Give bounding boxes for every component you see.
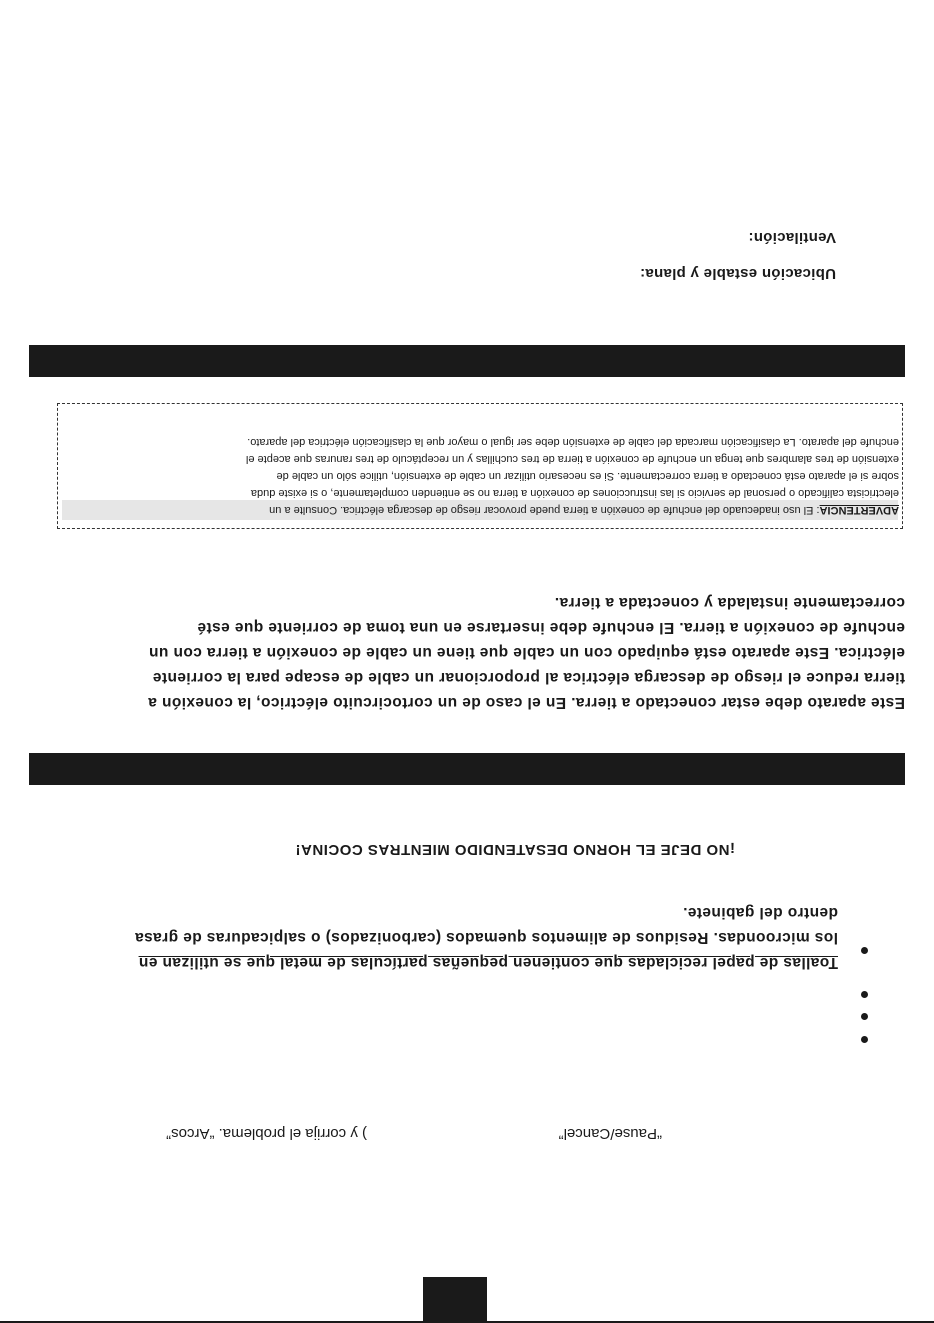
bullet-dot (861, 947, 868, 954)
bullet-dot (861, 1036, 868, 1043)
bullet-item-paper-towels (135, 900, 838, 975)
arcing-correct-text: ) y corrija el problema. “Arcos” (166, 1125, 367, 1142)
grounding-line: eléctrica. Este aparato está equipado con un cable que tiene un cable de conexión a tierra con un (148, 644, 905, 661)
bullet-line: dentro del gabinete. (682, 904, 838, 921)
warning-label: ADVERTENCIA (819, 504, 899, 516)
bullet-dot (861, 1013, 868, 1020)
grounding-line: correctamente instalada y conectada a tierra. (554, 594, 905, 611)
pause-cancel-text: “Pause/Cancel” (558, 1125, 662, 1142)
warning-line: electricista calificado o personal de servicio si las instrucciones de conexión a tierra no se entienden completamente, o si existe duda (250, 487, 899, 499)
bullet-line: Toallas de papel recicladas que contienen pequeñas partículas de metal que se utilizan en (138, 954, 838, 971)
warning-line: : El uso inadecuado del enchufe de conexión a tierra puede provocar riesgo de descarga eléctrica. Consulte a un (269, 504, 820, 516)
stable-surface-heading: Ubicación estable y plana: (639, 265, 836, 282)
ventilation-heading: Ventilación: (748, 229, 836, 246)
section-bar-installation (29, 345, 905, 377)
grounding-line: enchufe de conexión a tierra. El enchufe debe insertarse en una toma de corriente que esté (197, 619, 905, 636)
grounding-line: tierra reduce el riesgo de descarga eléctrica al proporcionar un cable de escape para la corriente (152, 669, 905, 686)
bullet-line: los microondas. Residuos de alimentos quemados (carbonizados) o salpicaduras de grasa (134, 929, 838, 946)
grounding-paragraph (148, 590, 905, 715)
warning-line: enchufe del aparato. La clasificación marcada del cable de extensión debe ser igual o mayor que la clasificación eléctrica del aparato. (247, 436, 899, 448)
grounding-warning-box (57, 403, 903, 529)
grounding-line: Este aparato debe estar conectado a tierra. En el caso de un cortocircuito eléctrico, la conexión a (147, 694, 905, 711)
page-number-tab (423, 1277, 487, 1323)
section-bar-arcing (29, 753, 905, 785)
warning-line: extensión de tres alambres que tenga un enchufe de conexión a tierra de tres cuchillas y un receptáculo de tres ranuras que acepte el (245, 453, 899, 465)
unattended-warning: ¡NO DEJE EL HORNO DESATENDIDO MIENTRAS COCINA! (295, 841, 735, 858)
warning-line: sobre si el aparato está conectado a tierra correctamente. Si es necesario utilizar un cable de extensión, utilice sólo un cable de (276, 470, 899, 482)
bullet-dot (861, 991, 868, 998)
